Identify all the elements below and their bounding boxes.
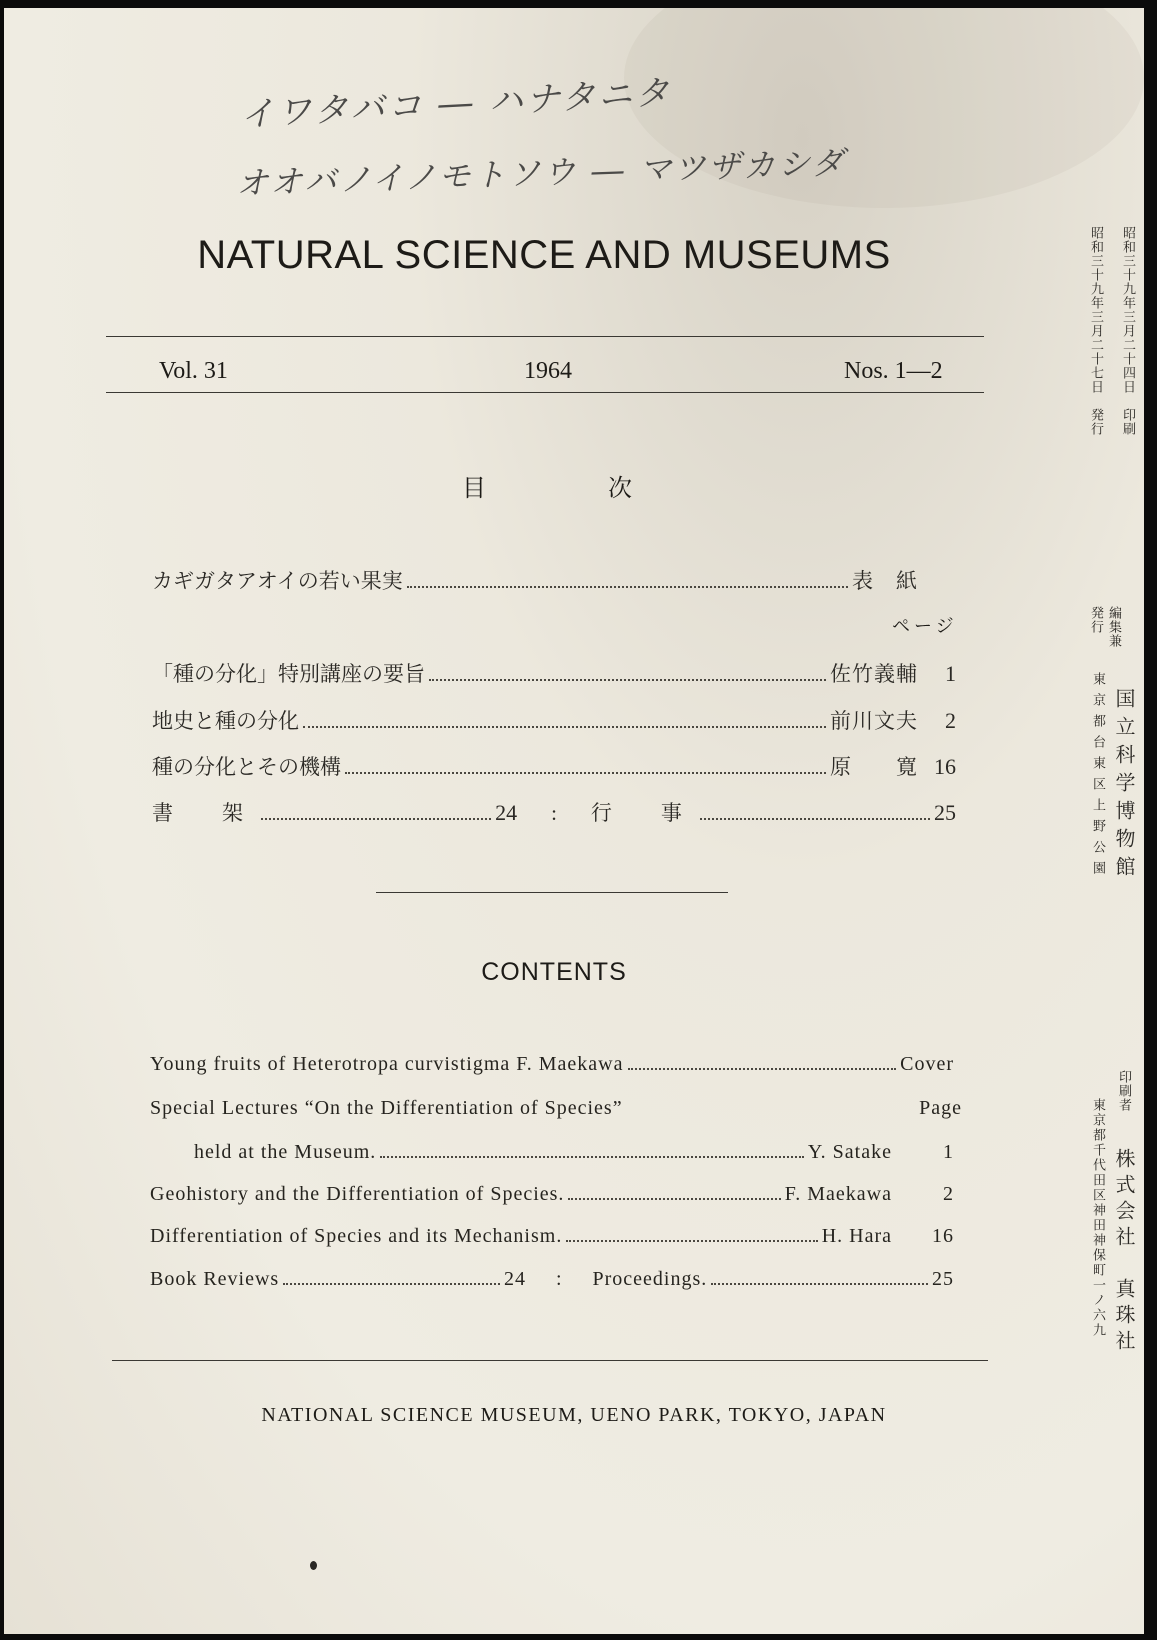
leader-dots [407, 586, 848, 588]
contents-row-special [150, 1097, 962, 1120]
contents-title: Book Reviews [150, 1268, 280, 1290]
jp-toc-author: 表 紙 [852, 569, 918, 593]
colophon-printer-address: 東京都千代田区神田神保町一ノ六九 [1090, 1098, 1105, 1338]
colophon-publisher-label: 発行 [1088, 606, 1103, 634]
colophon-issued-date: 昭和三十九年三月二十七日 発行 [1088, 226, 1103, 436]
leader-dots [568, 1198, 780, 1200]
jp-toc-page: 24 [495, 800, 518, 825]
leader-dots [283, 1283, 500, 1285]
jp-toc-heading-left: 目 [462, 474, 486, 502]
footer-address: NATIONAL SCIENCE MUSEUM, UENO PARK, TOKYO, JAPAN [261, 1404, 887, 1426]
colophon-printer-label: 印刷者 [1116, 1070, 1131, 1112]
leader-dots [261, 818, 491, 820]
contents-page: 16 [932, 1225, 954, 1247]
colophon-publisher: 国立科学博物館 [1112, 688, 1136, 884]
jp-toc-author: 佐竹義輔 [830, 662, 918, 686]
separator: : [555, 1268, 563, 1290]
jp-toc-row-cover [152, 565, 956, 595]
journal-title: NATURAL SCIENCE AND MUSEUMS [197, 233, 891, 277]
contents-title: Differentiation of Species and its Mechanism. [150, 1225, 563, 1247]
jp-toc-row [152, 705, 956, 735]
colophon-publisher-address: 東京都台東区上野公園 [1090, 672, 1105, 882]
leader-dots [628, 1068, 897, 1070]
jp-toc-author: 前川文夫 [830, 709, 918, 733]
contents-title: Proceedings. [592, 1268, 708, 1290]
colophon-editor-label: 編集兼 [1106, 606, 1121, 648]
jp-toc-page: 2 [945, 708, 956, 733]
jp-toc-title: 「種の分化」特別講座の要旨 [152, 662, 425, 686]
jp-toc-page: 25 [934, 800, 956, 825]
volume-label: Vol. 31 [159, 358, 228, 384]
bottom-rule [106, 392, 984, 393]
contents-row [150, 1183, 954, 1206]
leader-dots [566, 1240, 817, 1242]
section-divider [376, 892, 728, 893]
jp-toc-author: 原 寛 [830, 755, 918, 779]
leader-dots [345, 772, 826, 774]
contents-author: H. Hara [821, 1225, 892, 1247]
leader-dots [711, 1283, 928, 1285]
contents-split-row [150, 1268, 954, 1291]
numbers-label: Nos. 1—2 [844, 358, 943, 384]
jp-page-label: ページ [892, 616, 958, 637]
jp-toc-title: 書 架 [152, 801, 257, 825]
contents-author: Y. Satake [807, 1141, 892, 1163]
leader-dots [700, 818, 930, 820]
jp-toc-title: カギガタアオイの若い果実 [152, 569, 403, 593]
contents-row [194, 1141, 954, 1164]
contents-row [150, 1225, 954, 1248]
footer-rule [112, 1360, 988, 1361]
top-rule [106, 336, 984, 337]
jp-toc-row [152, 751, 956, 781]
contents-title: Special Lectures “On the Differentiation of Species” [150, 1097, 623, 1119]
contents-page: 25 [932, 1268, 955, 1290]
contents-page-label: Page [919, 1097, 962, 1119]
handwritten-note-1: イワタバコ ― ハナタニタ [239, 72, 674, 136]
contents-title: held at the Museum. [194, 1141, 377, 1163]
jp-toc-row [152, 658, 956, 688]
leader-dots [303, 726, 826, 728]
leader-dots [380, 1156, 804, 1158]
separator: : [551, 801, 557, 825]
jp-toc-page: 1 [945, 661, 956, 686]
contents-title: Geohistory and the Differentiation of Species. [150, 1183, 565, 1205]
contents-page: 2 [943, 1183, 954, 1205]
jp-toc-title: 行 事 [590, 801, 696, 825]
contents-page: 24 [503, 1268, 526, 1290]
jp-toc-title: 種の分化とその機構 [152, 755, 341, 779]
jp-toc-heading-right: 次 [608, 474, 632, 502]
journal-page [4, 8, 1144, 1634]
jp-toc-page: 16 [934, 754, 956, 779]
ink-spot [310, 1561, 317, 1570]
contents-title: Young fruits of Heterotropa curvistigma F. Maekawa [150, 1053, 624, 1075]
handwritten-note-2: オオバノイノモトソウ ― マツザカシダ [235, 143, 848, 203]
leader-dots [429, 679, 826, 681]
year-label: 1964 [524, 358, 572, 384]
contents-row-cover [150, 1053, 954, 1076]
contents-page: Cover [900, 1053, 954, 1075]
contents-heading: CONTENTS [481, 958, 627, 986]
contents-page: 1 [943, 1141, 954, 1163]
colophon-printer: 株式会社 真珠社 [1112, 1148, 1136, 1356]
colophon-printed-date: 昭和三十九年三月二十四日 印刷 [1120, 226, 1135, 436]
contents-author: F. Maekawa [784, 1183, 892, 1205]
jp-toc-title: 地史と種の分化 [152, 709, 299, 733]
jp-toc-split-row [152, 797, 956, 827]
